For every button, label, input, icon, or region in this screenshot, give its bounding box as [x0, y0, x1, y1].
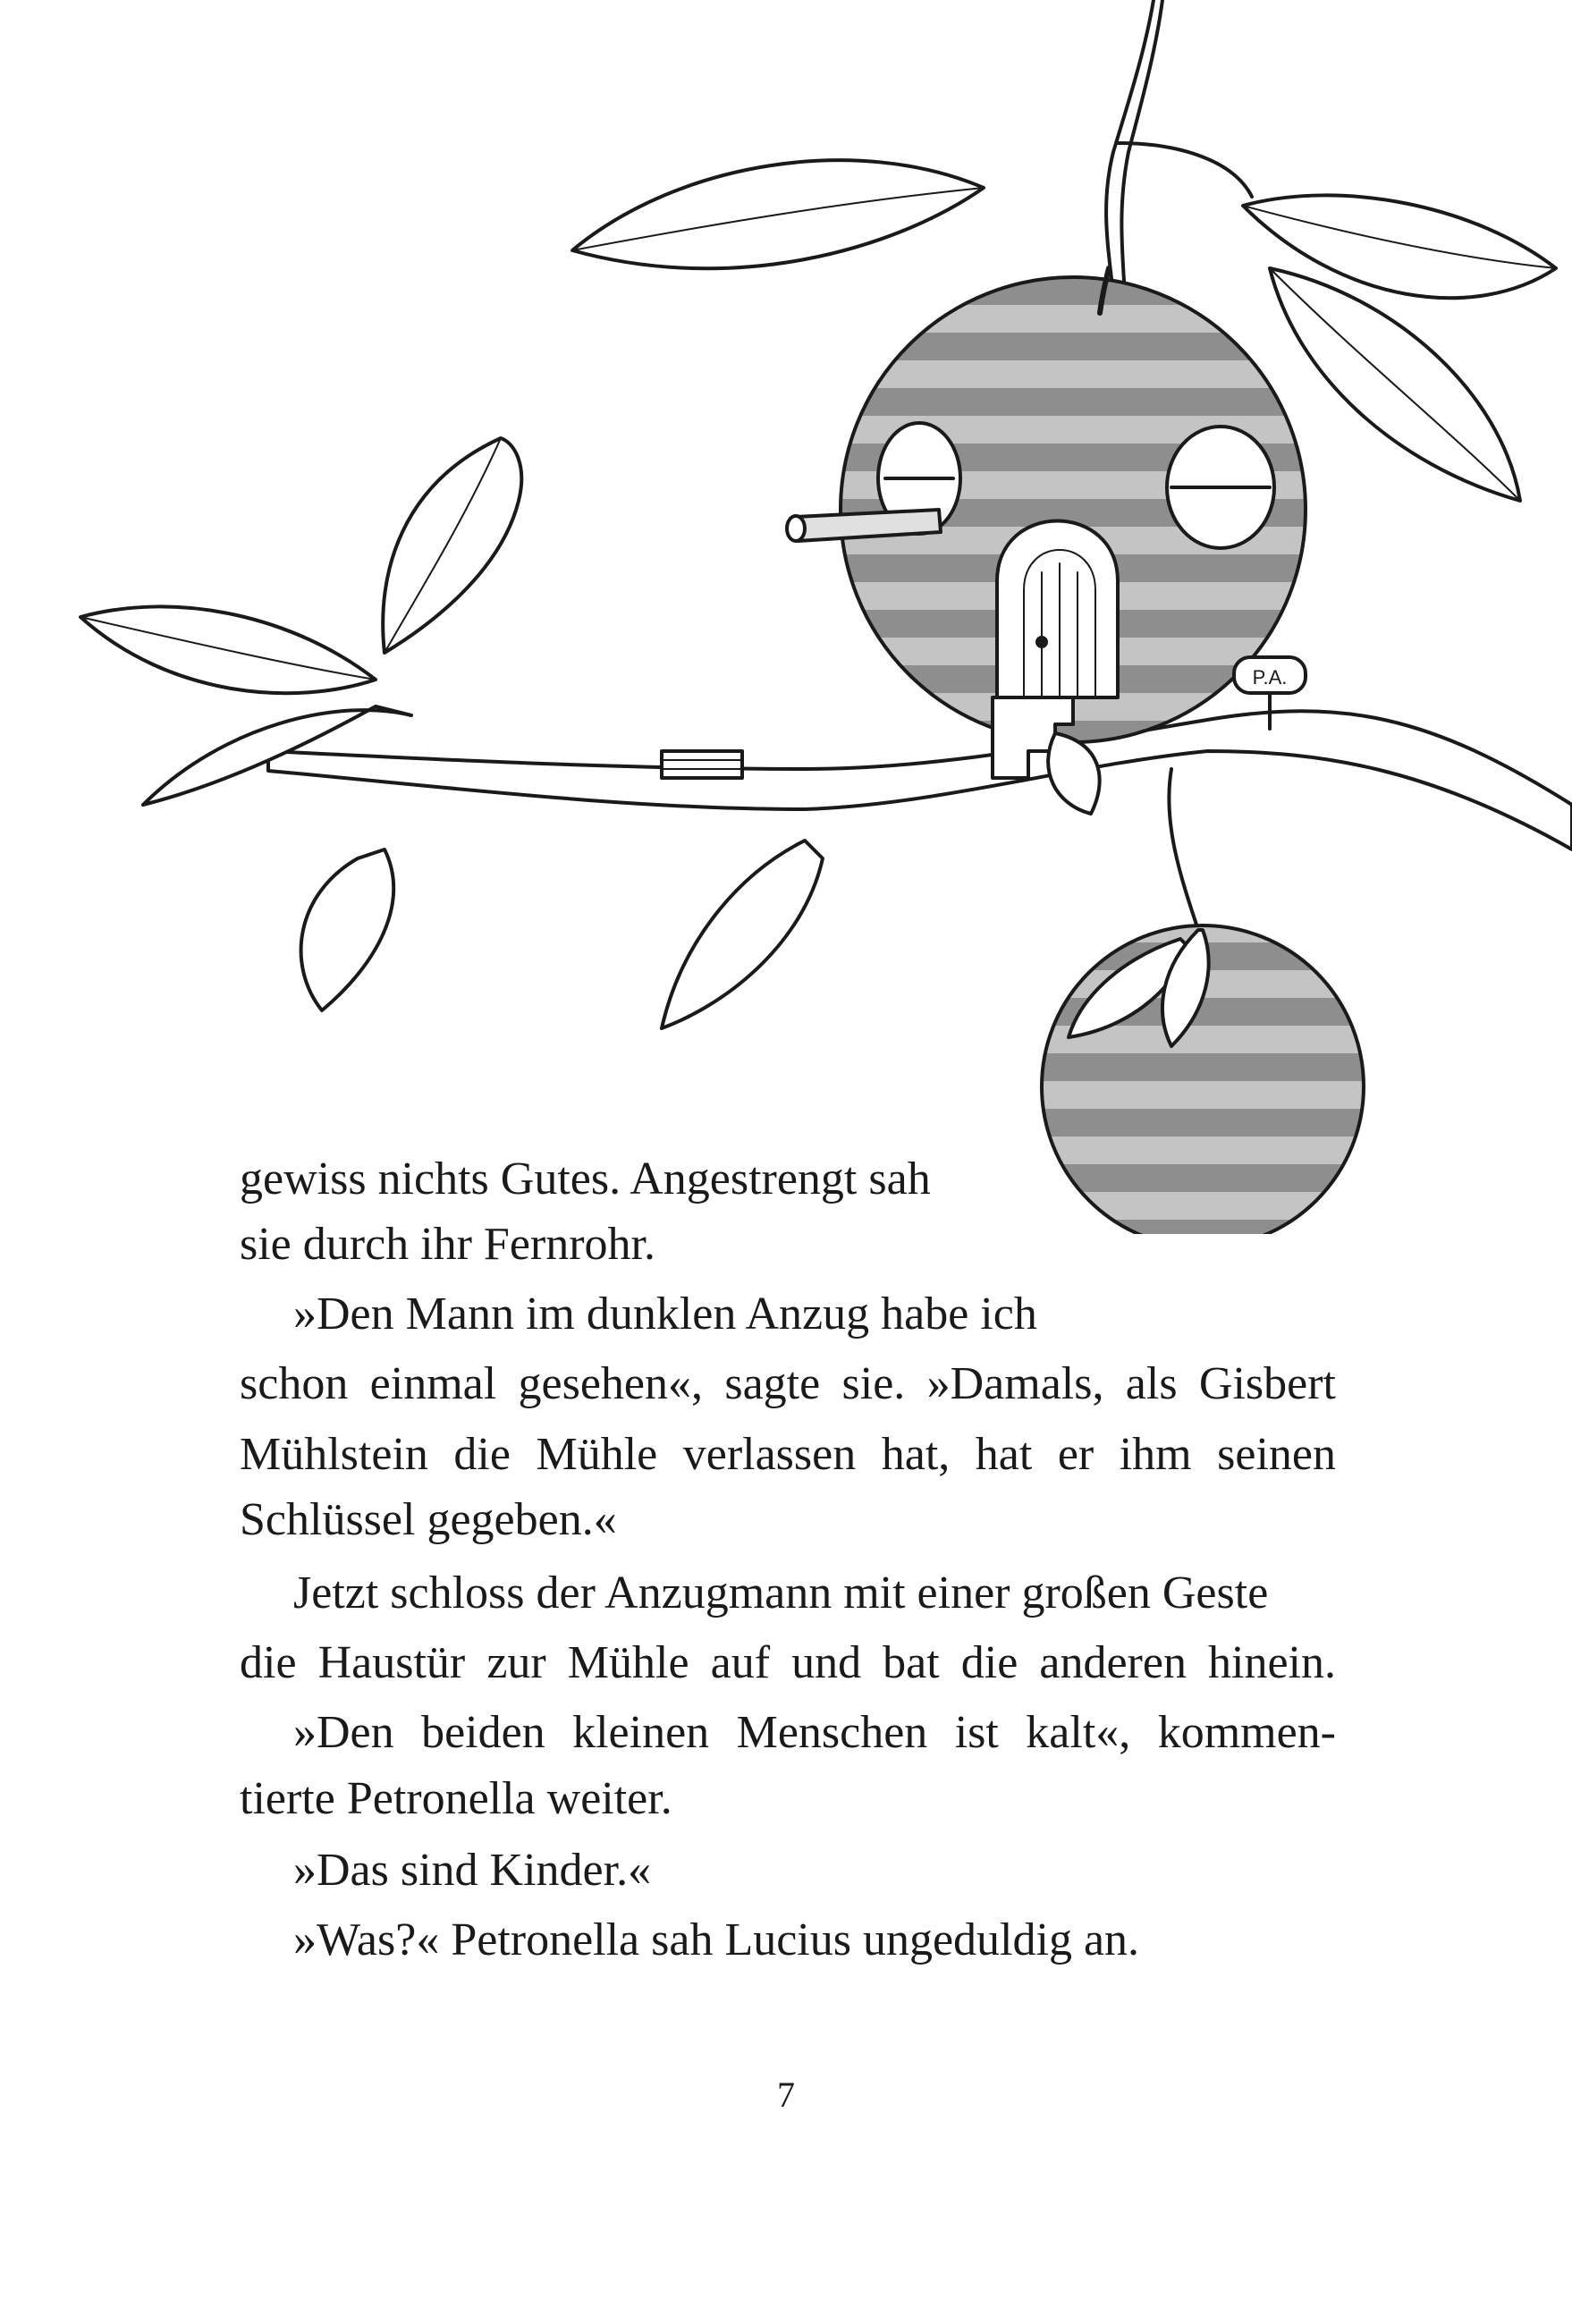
wood-bundle — [662, 751, 742, 778]
leaf — [301, 849, 394, 1010]
text-line: »Das sind Kinder.« — [293, 1845, 652, 1896]
door — [997, 521, 1118, 698]
leaf — [662, 841, 823, 1028]
text-line: »Was?« Petronella sah Lucius ungeduldig an. — [293, 1914, 1140, 1965]
text-line: schon einmal gesehen«, sagte sie. »Damals, als Gisbert — [240, 1358, 1336, 1409]
text-line: »Den beiden kleinen Menschen ist kalt«, kommen- — [293, 1707, 1336, 1758]
text-line: die Haustür zur Mühle auf und bat die anderen hinein. — [240, 1637, 1336, 1688]
mailbox-label: P.A. — [1252, 666, 1288, 689]
text-line: gewiss nichts Gutes. Angestrengt sah — [240, 1154, 931, 1204]
page-number: 7 — [777, 2075, 795, 2115]
text-line: »Den Mann im dunklen Anzug habe ich — [293, 1289, 1037, 1339]
text-line: tierte Petronella weiter. — [240, 1773, 672, 1824]
branch — [268, 711, 1572, 849]
text-line: sie durch ihr Fernrohr. — [240, 1219, 656, 1270]
text-line: Jetzt schloss der Anzugmann mit einer großen Geste — [293, 1568, 1269, 1618]
text-line: Schlüssel gegeben.« — [240, 1494, 617, 1545]
text-line: Mühlstein die Mühle verlassen hat, hat er ihm seinen — [240, 1429, 1336, 1480]
